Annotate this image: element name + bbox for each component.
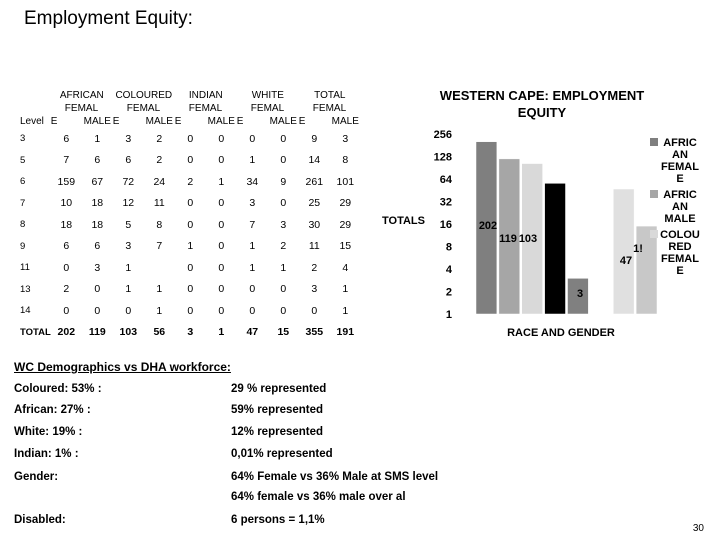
table-cell: 9 bbox=[280, 175, 287, 188]
female-header: FEMAL bbox=[312, 103, 347, 114]
table-cell: 2 bbox=[156, 132, 163, 145]
legend-label: AFRIC bbox=[663, 189, 697, 201]
table-cell: 3 bbox=[94, 261, 101, 274]
table-cell: 1 bbox=[218, 175, 225, 188]
group-header: COLOURED bbox=[115, 89, 173, 101]
male-header: MALE bbox=[269, 116, 297, 127]
table-cell: 8 bbox=[156, 218, 163, 231]
level-cell: 8 bbox=[20, 219, 26, 231]
table-cell: 3 bbox=[125, 240, 132, 253]
table-cell: 3 bbox=[342, 132, 349, 145]
legend-label: AFRIC bbox=[663, 137, 697, 149]
table-cell: 18 bbox=[60, 218, 73, 231]
data-label: 119 bbox=[499, 233, 517, 245]
table-row bbox=[20, 236, 361, 258]
table-cell: 0 bbox=[187, 154, 194, 167]
y-tick-label: 8 bbox=[445, 241, 452, 254]
page-number: 30 bbox=[692, 523, 704, 534]
level-cell: 9 bbox=[20, 240, 26, 252]
stat-label: African: 27% : bbox=[14, 404, 91, 416]
table-cell: 6 bbox=[125, 154, 132, 167]
table-cell: 29 bbox=[339, 197, 352, 210]
table-cell: 25 bbox=[308, 197, 321, 210]
chart-title-line2: EQUITY bbox=[517, 105, 567, 120]
table-cell: 15 bbox=[277, 326, 290, 339]
y-axis-label: TOTALS bbox=[382, 215, 425, 227]
female-header: FEMAL bbox=[64, 103, 99, 114]
table-cell: 0 bbox=[63, 304, 70, 317]
level-cell: 3 bbox=[20, 133, 26, 145]
table-cell: 67 bbox=[91, 175, 104, 188]
table-cell: 2 bbox=[63, 283, 70, 296]
table-cell: 2 bbox=[187, 175, 194, 188]
table-cell: 3 bbox=[311, 283, 318, 296]
table-cell: 119 bbox=[88, 326, 106, 339]
table-cell: 5 bbox=[125, 218, 132, 231]
legend-label: AN bbox=[672, 149, 688, 161]
female-suffix: E bbox=[298, 116, 306, 127]
legend-label: MALE bbox=[664, 213, 696, 225]
table-cell: 0 bbox=[187, 218, 194, 231]
table-cell: 6 bbox=[63, 132, 70, 145]
data-label: 1! bbox=[633, 243, 643, 255]
table-cell: 1 bbox=[218, 326, 225, 339]
x-axis-label: RACE AND GENDER bbox=[507, 327, 615, 339]
male-header: MALE bbox=[83, 116, 111, 127]
table-cell: 9 bbox=[311, 132, 318, 145]
table-cell bbox=[144, 257, 175, 279]
y-tick-label: 1 bbox=[445, 309, 452, 321]
table-cell: 191 bbox=[336, 326, 355, 339]
table-cell: 3 bbox=[187, 326, 194, 339]
table-cell: 0 bbox=[63, 261, 70, 274]
legend-swatch bbox=[650, 190, 658, 198]
table-cell: 0 bbox=[218, 240, 225, 253]
level-cell: 11 bbox=[20, 262, 30, 274]
table-cell: 0 bbox=[187, 132, 194, 145]
table-cell: 56 bbox=[153, 326, 166, 339]
table-cell: 1 bbox=[249, 154, 256, 167]
level-cell: 13 bbox=[20, 283, 31, 295]
table-cell: 0 bbox=[187, 197, 194, 210]
male-header: MALE bbox=[145, 116, 173, 127]
table-cell: 1 bbox=[125, 283, 132, 296]
y-tick-label: 2 bbox=[445, 286, 452, 299]
table-cell: 1 bbox=[249, 240, 256, 253]
legend-label: FEMAL bbox=[661, 253, 699, 265]
table-cell: 1 bbox=[280, 261, 287, 274]
chart-bar bbox=[636, 226, 657, 314]
male-header: MALE bbox=[207, 116, 235, 127]
table-cell: 10 bbox=[60, 197, 73, 210]
table-cell: 11 bbox=[153, 197, 165, 210]
group-header: AFRICAN bbox=[59, 89, 104, 101]
table-cell: 261 bbox=[305, 175, 324, 188]
table-cell: 3 bbox=[280, 218, 287, 231]
table-cell: 6 bbox=[94, 240, 101, 253]
table-cell: 3 bbox=[125, 132, 132, 145]
table-cell: 14 bbox=[308, 154, 321, 167]
employment-equity-chart bbox=[380, 84, 715, 339]
male-header: MALE bbox=[331, 116, 359, 127]
table-cell: 0 bbox=[249, 304, 256, 317]
table-row bbox=[20, 193, 361, 215]
stat-label: Gender: bbox=[14, 471, 59, 483]
table-cell: 0 bbox=[249, 283, 256, 296]
legend-label: E bbox=[676, 173, 684, 185]
table-cell: 0 bbox=[280, 132, 287, 145]
table-cell: 0 bbox=[218, 283, 225, 296]
female-suffix: E bbox=[236, 116, 244, 127]
table-cell: 355 bbox=[305, 326, 324, 339]
stat-value: 29 % represented bbox=[231, 383, 327, 395]
table-cell: 24 bbox=[153, 175, 166, 188]
table-row bbox=[20, 150, 361, 172]
stat-value: 12% represented bbox=[231, 426, 324, 438]
level-cell: 6 bbox=[20, 176, 26, 188]
table-cell: 7 bbox=[156, 240, 163, 253]
table-cell: 2 bbox=[156, 154, 163, 167]
table-cell: 202 bbox=[57, 326, 76, 339]
female-suffix: E bbox=[174, 116, 182, 127]
table-row bbox=[20, 300, 361, 322]
level-cell: TOTAL bbox=[20, 326, 51, 338]
table-cell: 11 bbox=[308, 240, 320, 253]
stat-value: 59% represented bbox=[231, 404, 324, 416]
y-tick-label: 4 bbox=[445, 264, 452, 276]
stat-value: 0,01% represented bbox=[231, 448, 333, 460]
table-cell: 0 bbox=[125, 304, 132, 317]
table-cell: 8 bbox=[342, 154, 349, 167]
table-cell: 1 bbox=[187, 240, 194, 253]
level-cell: 5 bbox=[20, 154, 26, 166]
table-cell: 34 bbox=[246, 175, 259, 188]
table-cell: 6 bbox=[63, 240, 70, 253]
header-spacer bbox=[20, 102, 51, 115]
table-row bbox=[20, 279, 361, 301]
table-row bbox=[20, 257, 361, 279]
table-cell: 47 bbox=[246, 326, 259, 339]
table-female-header-row bbox=[20, 102, 361, 115]
table-cell: 1 bbox=[125, 261, 132, 274]
table-cell: 0 bbox=[94, 304, 101, 317]
table-cell: 2 bbox=[311, 261, 318, 274]
stat-value: 64% female vs 36% male over al bbox=[231, 491, 406, 503]
legend-swatch bbox=[650, 138, 658, 146]
table-total-row bbox=[20, 322, 361, 344]
stat-label: Disabled: bbox=[14, 514, 66, 526]
table-cell: 15 bbox=[339, 240, 352, 253]
table-cell: 7 bbox=[63, 154, 70, 167]
chart-bar bbox=[613, 189, 634, 314]
data-label: 3 bbox=[576, 288, 584, 300]
female-header: FEMAL bbox=[250, 103, 285, 114]
table-cell: 0 bbox=[280, 304, 287, 317]
table-cell: 18 bbox=[91, 197, 104, 210]
table-cell: 1 bbox=[342, 283, 349, 296]
chart-bar bbox=[545, 183, 566, 314]
header-spacer bbox=[20, 88, 51, 102]
table-cell: 0 bbox=[249, 132, 256, 145]
table-cell: 0 bbox=[187, 261, 194, 274]
female-header: FEMAL bbox=[188, 103, 223, 114]
legend-label: FEMAL bbox=[661, 161, 699, 173]
y-tick-label: 64 bbox=[439, 174, 452, 186]
table-cell: 18 bbox=[91, 218, 104, 231]
y-tick-label: 256 bbox=[433, 129, 452, 141]
table-cell: 0 bbox=[311, 304, 318, 317]
female-header: FEMAL bbox=[126, 103, 161, 114]
table-cell: 2 bbox=[280, 240, 287, 253]
table-cell: 0 bbox=[280, 283, 287, 296]
table-cell: 12 bbox=[122, 197, 135, 210]
table-cell: 1 bbox=[342, 304, 349, 317]
table-cell: 0 bbox=[280, 197, 287, 210]
table-cell: 1 bbox=[94, 132, 101, 145]
table-cell: 0 bbox=[218, 261, 225, 274]
table-cell: 0 bbox=[218, 218, 225, 231]
table-cell: 7 bbox=[249, 218, 256, 231]
legend-label: RED bbox=[668, 241, 692, 253]
group-header: INDIAN bbox=[188, 89, 223, 101]
table-group-header-row bbox=[20, 88, 361, 102]
table-cell: 0 bbox=[218, 197, 225, 210]
wc-demographics-heading: WC Demographics vs DHA workforce: bbox=[14, 360, 231, 374]
table-cell: 0 bbox=[94, 283, 101, 296]
table-row bbox=[20, 128, 361, 150]
legend-label: E bbox=[676, 265, 684, 277]
level-header: Level bbox=[20, 116, 44, 127]
table-row bbox=[20, 214, 361, 236]
table-cell: 3 bbox=[249, 197, 256, 210]
table-cell: 101 bbox=[336, 175, 355, 188]
table-cell: 30 bbox=[308, 218, 321, 231]
stat-label: Coloured: 53% : bbox=[14, 383, 102, 395]
page-title: Employment Equity: bbox=[24, 8, 193, 29]
data-label: 103 bbox=[518, 233, 538, 245]
table-cell: 0 bbox=[187, 283, 194, 296]
legend-label: COLOU bbox=[660, 229, 700, 241]
table-cell: 1 bbox=[156, 304, 163, 317]
table-cell: 72 bbox=[122, 175, 135, 188]
table-cell: 1 bbox=[156, 283, 163, 296]
employment-equity-table bbox=[20, 88, 361, 343]
stat-label: White: 19% : bbox=[14, 426, 83, 438]
data-label: 202 bbox=[478, 220, 498, 232]
data-label: 47 bbox=[619, 255, 633, 267]
table-gender-header-row bbox=[20, 115, 361, 128]
legend-swatch bbox=[650, 230, 658, 238]
female-suffix: E bbox=[50, 116, 58, 127]
level-cell: 7 bbox=[20, 197, 26, 209]
group-header: WHITE bbox=[251, 89, 284, 101]
group-header: TOTAL bbox=[314, 89, 346, 101]
table-cell: 0 bbox=[218, 154, 225, 167]
legend-label: AN bbox=[672, 201, 688, 213]
chart-title-line1: WESTERN CAPE: EMPLOYMENT bbox=[439, 88, 645, 103]
y-tick-label: 32 bbox=[439, 196, 452, 209]
table-cell: 0 bbox=[218, 132, 225, 145]
table-cell: 0 bbox=[187, 304, 194, 317]
table-cell: 4 bbox=[342, 261, 349, 274]
table-cell: 0 bbox=[218, 304, 225, 317]
table-cell: 103 bbox=[119, 326, 138, 339]
y-tick-label: 16 bbox=[439, 219, 452, 231]
stat-value: 64% Female vs 36% Male at SMS level bbox=[231, 471, 439, 483]
stat-value: 6 persons = 1,1% bbox=[231, 514, 325, 526]
table-cell: 1 bbox=[249, 261, 256, 274]
table-row bbox=[20, 171, 361, 193]
table-cell: 29 bbox=[339, 218, 352, 231]
table-cell: 0 bbox=[280, 154, 287, 167]
stat-label: Indian: 1% : bbox=[14, 448, 79, 460]
level-cell: 14 bbox=[20, 305, 31, 317]
female-suffix: E bbox=[112, 116, 120, 127]
table-cell: 6 bbox=[94, 154, 101, 167]
table-cell: 159 bbox=[57, 175, 76, 188]
y-tick-label: 128 bbox=[433, 151, 452, 164]
